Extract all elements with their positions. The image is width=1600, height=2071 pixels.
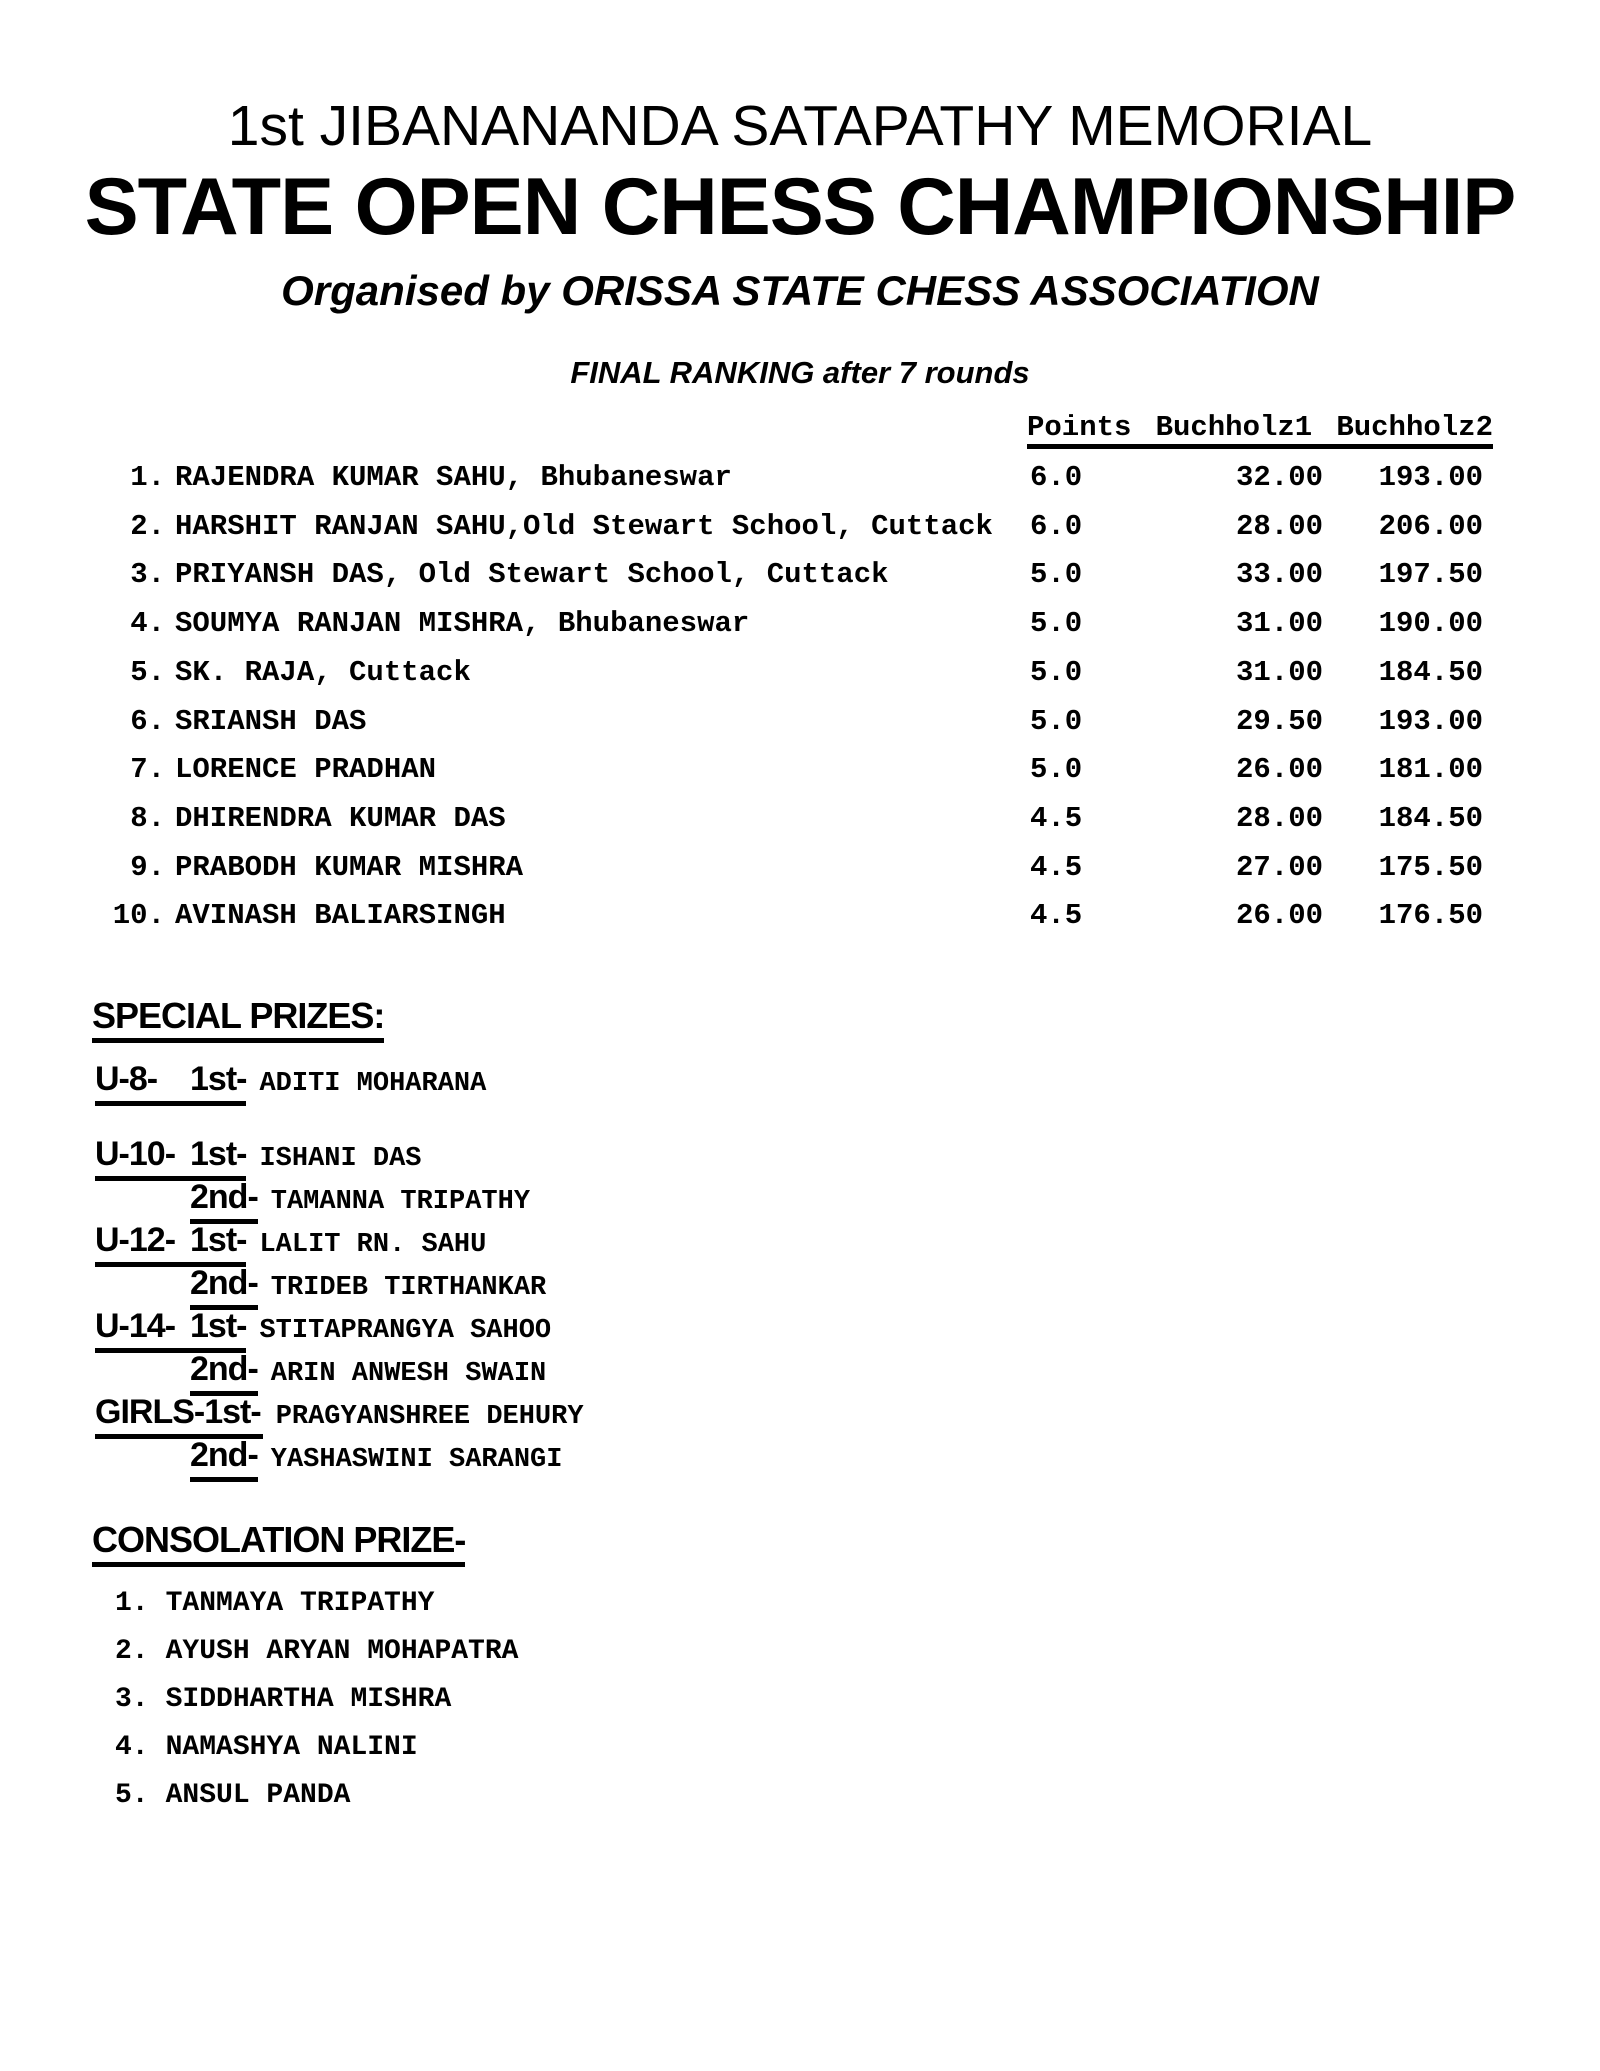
list-item (95, 1434, 584, 1477)
consolation-number: 2. (115, 1636, 149, 1667)
prize-category-label: GIRLS-1st- (95, 1391, 263, 1439)
prize-place-label: 1st- (190, 1305, 246, 1353)
buchholz2-value: 181.00 (1378, 753, 1483, 787)
prize-winner-name: LALIT RN. SAHU (259, 1230, 487, 1260)
ranking-table (0, 454, 1490, 941)
prize-winner-name: YASHASWINI SARANGI (270, 1445, 563, 1475)
list-item (95, 1133, 584, 1176)
prize-winner-name: ARIN ANWESH SWAIN (270, 1359, 547, 1389)
points-value: 5.0 (1030, 558, 1083, 592)
table-row (0, 454, 1490, 503)
prize-category-label: U-8- (95, 1058, 190, 1106)
buchholz1-value: 29.50 (1235, 704, 1323, 738)
list-item (95, 1176, 584, 1219)
points-value: 5.0 (1030, 753, 1083, 787)
prize-place-label: 2nd- (190, 1348, 258, 1396)
points-value: 6.0 (1030, 461, 1083, 494)
rank-number: 8. (130, 801, 165, 835)
prize-place-label: 2nd- (190, 1262, 258, 1310)
consolation-number: 4. (115, 1732, 149, 1763)
rank-number: 3. (130, 558, 165, 592)
prize-winner-name: PRAGYANSHREE DEHURY (275, 1402, 584, 1432)
list-item (95, 1058, 584, 1101)
table-row (0, 698, 1490, 747)
player-name: DHIRENDRA KUMAR DAS (175, 801, 506, 835)
rank-number: 5. (130, 655, 165, 689)
table-row (0, 746, 1490, 795)
buchholz2-value: 190.00 (1378, 607, 1483, 641)
buchholz1-value: 33.00 (1235, 558, 1323, 592)
player-name: PRIYANSH DAS, Old Stewart School, Cuttack (175, 558, 889, 592)
consolation-winner-name: AYUSH ARYAN MOHAPATRA (165, 1636, 519, 1667)
points-value: 6.0 (1030, 509, 1083, 543)
buchholz2-value: 197.50 (1378, 558, 1483, 592)
buchholz1-value: 26.00 (1235, 753, 1323, 787)
prize-winner-name: ADITI MOHARANA (259, 1069, 487, 1099)
special-prizes-heading: SPECIAL PRIZES: (92, 998, 384, 1043)
prize-place-label: 2nd- (190, 1176, 258, 1224)
table-row (0, 551, 1490, 600)
table-row (0, 649, 1490, 698)
prize-winner-name: TAMANNA TRIPATHY (270, 1187, 531, 1217)
consolation-prizes-list (115, 1580, 518, 1820)
list-item (115, 1580, 518, 1628)
player-name: SRIANSH DAS (175, 704, 367, 738)
consolation-number: 3. (115, 1684, 149, 1715)
buchholz2-value: 184.50 (1378, 801, 1483, 835)
ranking-column-header (1027, 413, 1493, 449)
final-ranking-heading: FINAL RANKING after 7 rounds (570, 355, 1030, 390)
player-name: RAJENDRA KUMAR SAHU, Bhubaneswar (175, 461, 732, 494)
rank-number: 10. (112, 899, 165, 933)
list-item (95, 1262, 584, 1305)
points-value: 5.0 (1030, 704, 1083, 738)
consolation-number: 1. (115, 1588, 149, 1619)
list-item (115, 1676, 518, 1724)
buchholz1-value: 27.00 (1235, 850, 1323, 884)
prize-place-label: 1st- (190, 1133, 246, 1181)
consolation-prize-heading: CONSOLATION PRIZE- (92, 1522, 465, 1567)
special-prizes-list (95, 1058, 584, 1477)
consolation-number: 5. (115, 1780, 149, 1811)
rank-number: 9. (130, 850, 165, 884)
prize-place-label: 1st- (190, 1219, 246, 1267)
prize-place-label: 1st- (190, 1058, 246, 1106)
rank-number: 7. (130, 753, 165, 787)
consolation-winner-name: SIDDHARTHA MISHRA (165, 1684, 452, 1715)
player-name: HARSHIT RANJAN SAHU,Old Stewart School, Cuttack (175, 509, 993, 543)
rank-number: 4. (130, 607, 165, 641)
prize-place-label: 2nd- (190, 1434, 258, 1482)
buchholz2-value: 176.50 (1378, 899, 1483, 933)
buchholz1-value: 28.00 (1235, 801, 1323, 835)
player-name: AVINASH BALIARSINGH (175, 899, 506, 933)
consolation-winner-name: TANMAYA TRIPATHY (165, 1588, 435, 1619)
column-buchholz1: Buchholz1 (1155, 411, 1313, 444)
rank-number: 6. (130, 704, 165, 738)
tournament-title-line2: STATE OPEN CHESS CHAMPIONSHIP (84, 162, 1516, 252)
player-name: SK. RAJA, Cuttack (175, 655, 471, 689)
buchholz2-value: 193.00 (1378, 704, 1483, 738)
buchholz2-value: 206.00 (1378, 509, 1483, 543)
prize-category-label: U-10- (95, 1133, 190, 1181)
buchholz1-value: 31.00 (1235, 607, 1323, 641)
list-item (95, 1219, 584, 1262)
consolation-winner-name: NAMASHYA NALINI (165, 1732, 418, 1763)
buchholz2-value: 175.50 (1378, 850, 1483, 884)
player-name: SOUMYA RANJAN MISHRA, Bhubaneswar (175, 607, 750, 641)
list-item (115, 1724, 518, 1772)
points-value: 4.5 (1030, 899, 1083, 933)
table-row (0, 795, 1490, 844)
table-row (0, 844, 1490, 893)
points-value: 4.5 (1030, 850, 1083, 884)
rank-number: 2. (130, 509, 165, 543)
table-row (0, 503, 1490, 552)
points-value: 5.0 (1030, 607, 1083, 641)
player-name: PRABODH KUMAR MISHRA (175, 850, 524, 884)
list-item (115, 1772, 518, 1820)
buchholz1-value: 32.00 (1235, 461, 1323, 494)
consolation-winner-name: ANSUL PANDA (165, 1780, 351, 1811)
organiser-subtitle: Organised by ORISSA STATE CHESS ASSOCIATION (281, 267, 1319, 314)
tournament-title-line1: 1st JIBANANANDA SATAPATHY MEMORIAL (227, 94, 1373, 158)
buchholz2-value: 193.00 (1378, 461, 1483, 494)
list-item (95, 1391, 584, 1434)
buchholz2-value: 184.50 (1378, 655, 1483, 689)
buchholz1-value: 28.00 (1235, 509, 1323, 543)
points-value: 4.5 (1030, 801, 1083, 835)
prize-category-label: U-14- (95, 1305, 190, 1353)
column-points: Points (1027, 411, 1132, 444)
prize-category-label: U-12- (95, 1219, 190, 1267)
column-buchholz2: Buchholz2 (1336, 411, 1493, 444)
buchholz1-value: 31.00 (1235, 655, 1323, 689)
list-item (95, 1348, 584, 1391)
list-item (95, 1305, 584, 1348)
buchholz1-value: 26.00 (1235, 899, 1323, 933)
points-value: 5.0 (1030, 655, 1083, 689)
prize-winner-name: STITAPRANGYA SAHOO (259, 1316, 552, 1346)
table-row (0, 600, 1490, 649)
rank-number: 1. (130, 461, 165, 494)
prize-winner-name: TRIDEB TIRTHANKAR (270, 1273, 547, 1303)
player-name: LORENCE PRADHAN (175, 753, 437, 787)
table-row (0, 892, 1490, 941)
list-item (115, 1628, 518, 1676)
prize-winner-name: ISHANI DAS (259, 1144, 422, 1174)
